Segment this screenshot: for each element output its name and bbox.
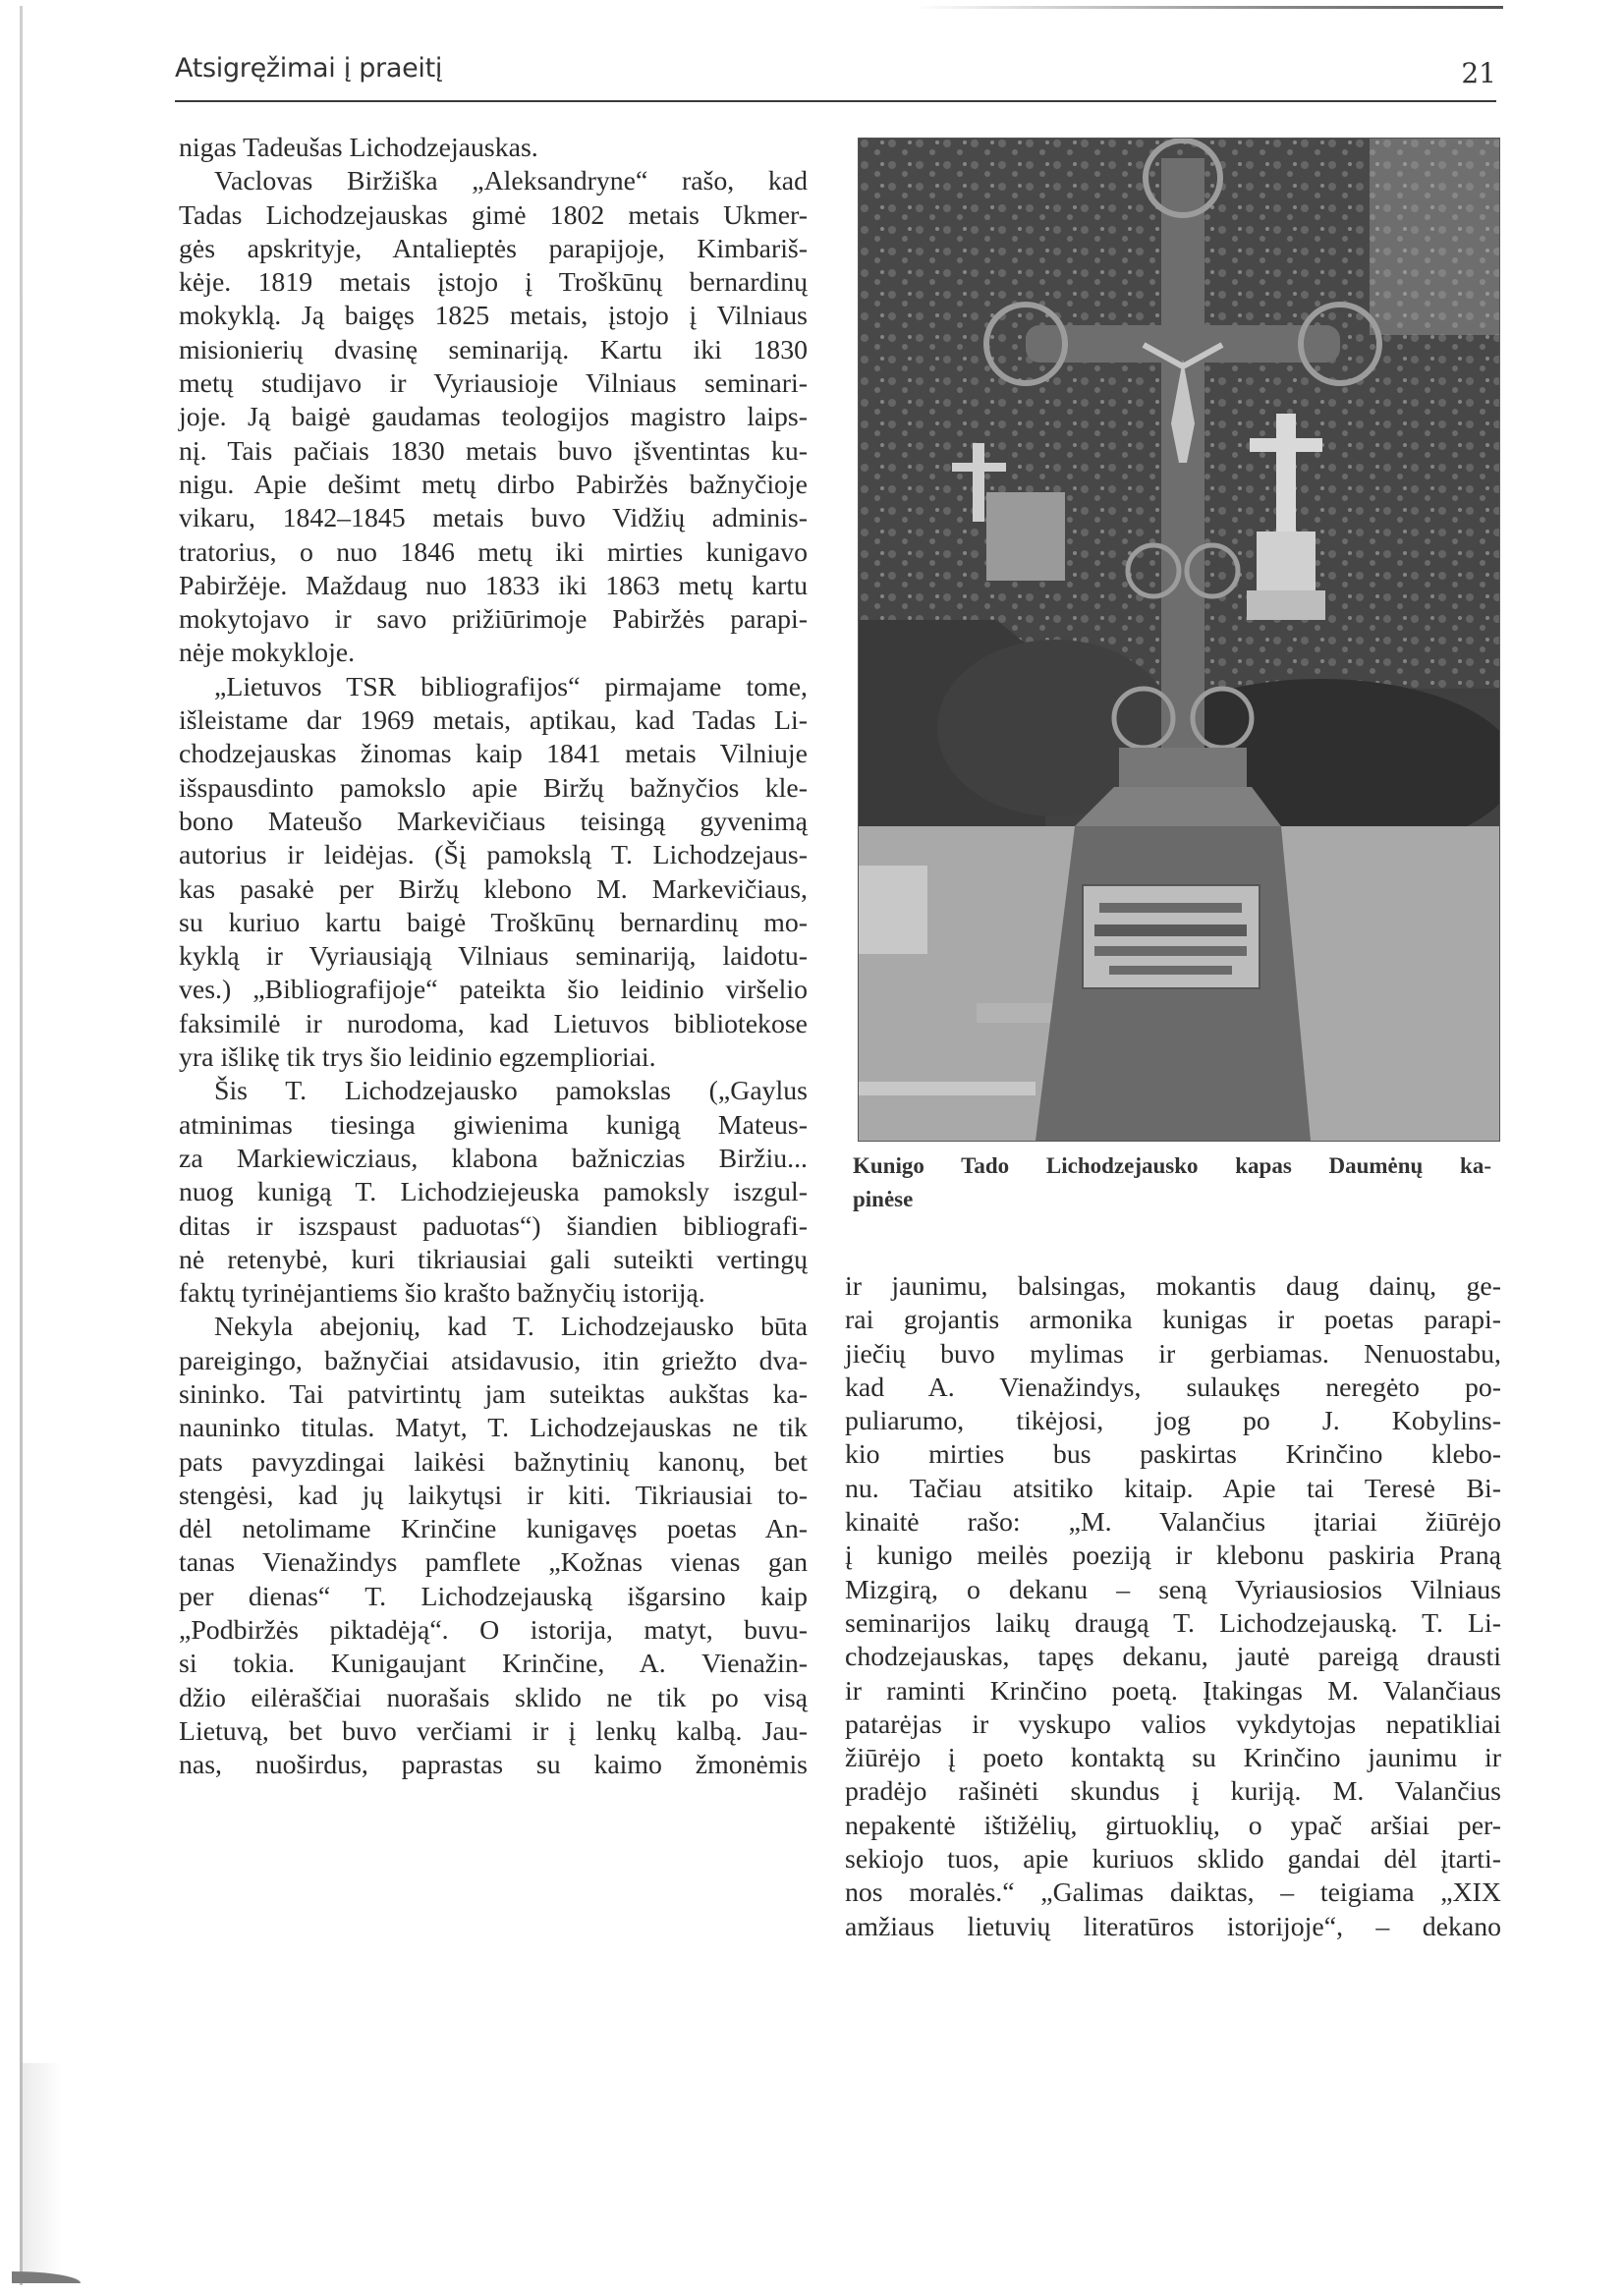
text-line: Nekyla abejonių, kad T. Lichodzejausko būta	[214, 1312, 808, 1343]
text-line: ditas ir iszspaust paduotas“) šiandien bibliografi-	[179, 1210, 808, 1242]
text-line: nigas Tadeušas Lichodzejauskas.	[179, 133, 538, 163]
text-line: dėl netolimame Krinčine kunigavęs poetas An-	[179, 1514, 808, 1545]
text-line: chodzejauskas, tapęs dekanu, jautė pareigą drausti	[845, 1642, 1501, 1673]
text-line: „Podbiržės piktadėją“. O istorija, matyt, buvu-	[179, 1615, 808, 1647]
text-line: sekiojo tuos, apie kuriuos sklido gandai dėl įtarti-	[845, 1844, 1501, 1876]
text-line: Tadas Lichodzejauskas gimė 1802 metais Ukmer-	[179, 199, 808, 231]
text-line: nu. Tačiau atsitiko kitaip. Apie tai Teresė Bi-	[845, 1473, 1501, 1504]
text-line: per dienas“ T. Lichodzejauską išgarsino kaip	[179, 1581, 808, 1612]
text-line: puliarumo, tikėjosi, jog po J. Kobylins-	[845, 1406, 1501, 1437]
scan-edge-top	[29, 6, 1503, 9]
scan-corner	[12, 2271, 81, 2283]
text-line: gės apskrityje, Antalieptės parapijoje, Kimbariš-	[179, 233, 808, 264]
scan-gutter-shadow	[23, 2063, 62, 2279]
text-line: Pabiržėje. Maždaug nuo 1833 iki 1863 metų kartu	[179, 570, 808, 601]
text-line: kas pasakė per Biržų klebono M. Markevičiaus,	[179, 873, 808, 905]
text-line: si tokia. Kunigaujant Krinčine, A. Vienažin-	[179, 1649, 808, 1680]
text-line: atminimas tiesinga giwienima kunigą Mateus-	[179, 1109, 808, 1141]
text-line: pradėjo rašinėti skundus į kuriją. M. Valančius	[845, 1776, 1501, 1808]
text-line: mokytojavo ir savo prižiūrimoje Pabiržės parapi-	[179, 604, 808, 636]
text-line: nį. Tais pačiais 1830 metais buvo įšventintas ku-	[179, 435, 808, 467]
text-line: Lietuvą, bet buvo verčiami ir į lenkų kalbą. Jau-	[179, 1715, 808, 1747]
running-header	[175, 53, 1496, 102]
text-line: nigu. Apie dešimt metų dirbo Pabiržės bažnyčioje	[179, 469, 808, 500]
text-line: nepakentė ištižėlių, girtuoklių, o ypač aršiai per-	[845, 1810, 1501, 1841]
text-line: kinaitė rašo: „M. Valančius įtariai žiūrėjo	[845, 1507, 1501, 1539]
text-line: sininko. Tai patvirtintų jam suteiktas aukštas ka-	[179, 1378, 808, 1410]
text-line: rai grojantis armonika kunigas ir poetas parapi-	[845, 1305, 1501, 1336]
grave-photo	[858, 138, 1500, 1142]
text-line: nos moralės.“ „Galimas daiktas, – teigiama „XIX	[845, 1877, 1501, 1909]
text-line: „Lietuvos TSR bibliografijos“ pirmajame tome,	[214, 671, 808, 702]
text-line: mokyklą. Ją baigęs 1825 metais, įstojo į Vilniaus	[179, 301, 808, 332]
photo-caption	[853, 1149, 1491, 1216]
text-line: ir raminti Krinčino poetą. Įtakingas M. Valančiaus	[845, 1675, 1501, 1707]
page-number: 21	[1461, 57, 1496, 89]
text-line: tanas Vienažindys pamflete „Kožnas vienas gan	[179, 1547, 808, 1579]
text-line: joje. Ją baigė gaudamas teologijos magistro laips-	[179, 402, 808, 433]
text-line: žiūrėjo į poeto kontaktą su Krinčino jaunimu ir	[845, 1743, 1501, 1774]
text-line: autorius ir leidėjas. (Šį pamokslą T. Lichodzejaus-	[179, 840, 808, 871]
text-line: į kunigo meilės poeziją ir klebonu paskiria Praną	[845, 1540, 1501, 1572]
text-line: išspausdinto pamokslo apie Biržų bažnyčios kle-	[179, 772, 808, 804]
text-line: faksimilė ir nurodoma, kad Lietuvos bibliotekose	[179, 1008, 808, 1039]
caption-line: Kunigo Tado Lichodzejausko kapas Daumėnų ka-	[853, 1153, 1491, 1178]
text-line: tratorius, o nuo 1846 metų iki mirties kunigavo	[179, 536, 808, 568]
text-line: džio eilėraščiai nuorašais sklido ne tik po visą	[179, 1682, 808, 1713]
caption-line: pinėse	[853, 1187, 914, 1211]
text-line: kyklą ir Vyriausiąją Vilniaus seminariją, laidotu-	[179, 941, 808, 973]
text-line: pats pavyzdingai laikėsi bažnytinių kanonų, bet	[179, 1446, 808, 1478]
text-line: vikaru, 1842–1845 metais buvo Vidžių adminis-	[179, 503, 808, 534]
text-line: nauninko titulas. Matyt, T. Lichodzejauskas ne tik	[179, 1413, 808, 1444]
text-line: Vaclovas Biržiška „Aleksandryne“ rašo, kad	[214, 166, 808, 197]
text-line: seminarijos laikų draugą T. Lichodzejauską. T. Li-	[845, 1607, 1501, 1639]
text-line: su kuriuo kartu baigė Troškūnų bernardinų mo-	[179, 907, 808, 938]
text-line: kėje. 1819 metais įstojo į Troškūnų bernardinų	[179, 267, 808, 299]
crucifix-photo-icon	[859, 139, 1499, 1141]
text-line: bono Mateušo Markevičiaus teisingą gyvenimą	[179, 806, 808, 837]
text-line: amžiaus lietuvių literatūros istorijoje“, – dekano	[845, 1911, 1501, 1942]
running-title: Atsigręžimai į praeitį	[175, 53, 443, 84]
text-line: za Markiewicziaus, klabona bažniczias Biržiu...	[179, 1143, 808, 1174]
text-line: pareigingo, bažnyčiai atsidavusio, itin griežto dva-	[179, 1345, 808, 1376]
text-line: ves.) „Bibliografijoje“ pateikta šio leidinio viršelio	[179, 975, 808, 1006]
text-line: stengėsi, kad jų laikytųsi ir kiti. Tikriausiai to-	[179, 1480, 808, 1511]
text-line: kad A. Vienažindys, sulaukęs neregėto po-	[845, 1372, 1501, 1403]
text-line: nas, nuoširdus, paprastas su kaimo žmonėmis	[179, 1750, 808, 1781]
text-line: patarėjas ir vyskupo valios vykdytojas nepatikliai	[845, 1708, 1501, 1740]
text-line: metų studijavo ir Vyriausioje Vilniaus seminari-	[179, 368, 808, 400]
right-text-column	[845, 1270, 1501, 1944]
text-line: nuog kunigą T. Lichodziejeuska pamoksly iszgul-	[179, 1177, 808, 1208]
text-line: išleistame dar 1969 metais, aptikau, kad Tadas Li-	[179, 705, 808, 737]
text-line: Mizgirą, o dekanu – seną Vyriausiosios Vilniaus	[845, 1574, 1501, 1605]
text-line: kio mirties bus paskirtas Krinčino klebo-	[845, 1439, 1501, 1471]
text-line: Šis T. Lichodzejausko pamokslas („Gaylus	[214, 1076, 808, 1107]
text-line: nė retenybė, kuri tikriausiai gali suteikti vertingų	[179, 1244, 808, 1275]
text-line: chodzejauskas žinomas kaip 1841 metais Vilniuje	[179, 739, 808, 770]
text-line: nėje mokykloje.	[179, 638, 356, 669]
left-text-column	[179, 132, 808, 1783]
text-line: yra išlikę tik trys šio leidinio egzemplioriai.	[179, 1042, 656, 1074]
text-line: misionierių dvasinę seminariją. Kartu iki 1830	[179, 334, 808, 365]
text-line: faktų tyrinėjantiems šio krašto bažnyčių istoriją.	[179, 1278, 705, 1310]
text-line: ir jaunimu, balsingas, mokantis daug dainų, ge-	[845, 1271, 1501, 1302]
text-line: jiečių buvo mylimas ir gerbiamas. Nenuostabu,	[845, 1338, 1501, 1370]
scan-edge-left	[20, 6, 23, 2285]
